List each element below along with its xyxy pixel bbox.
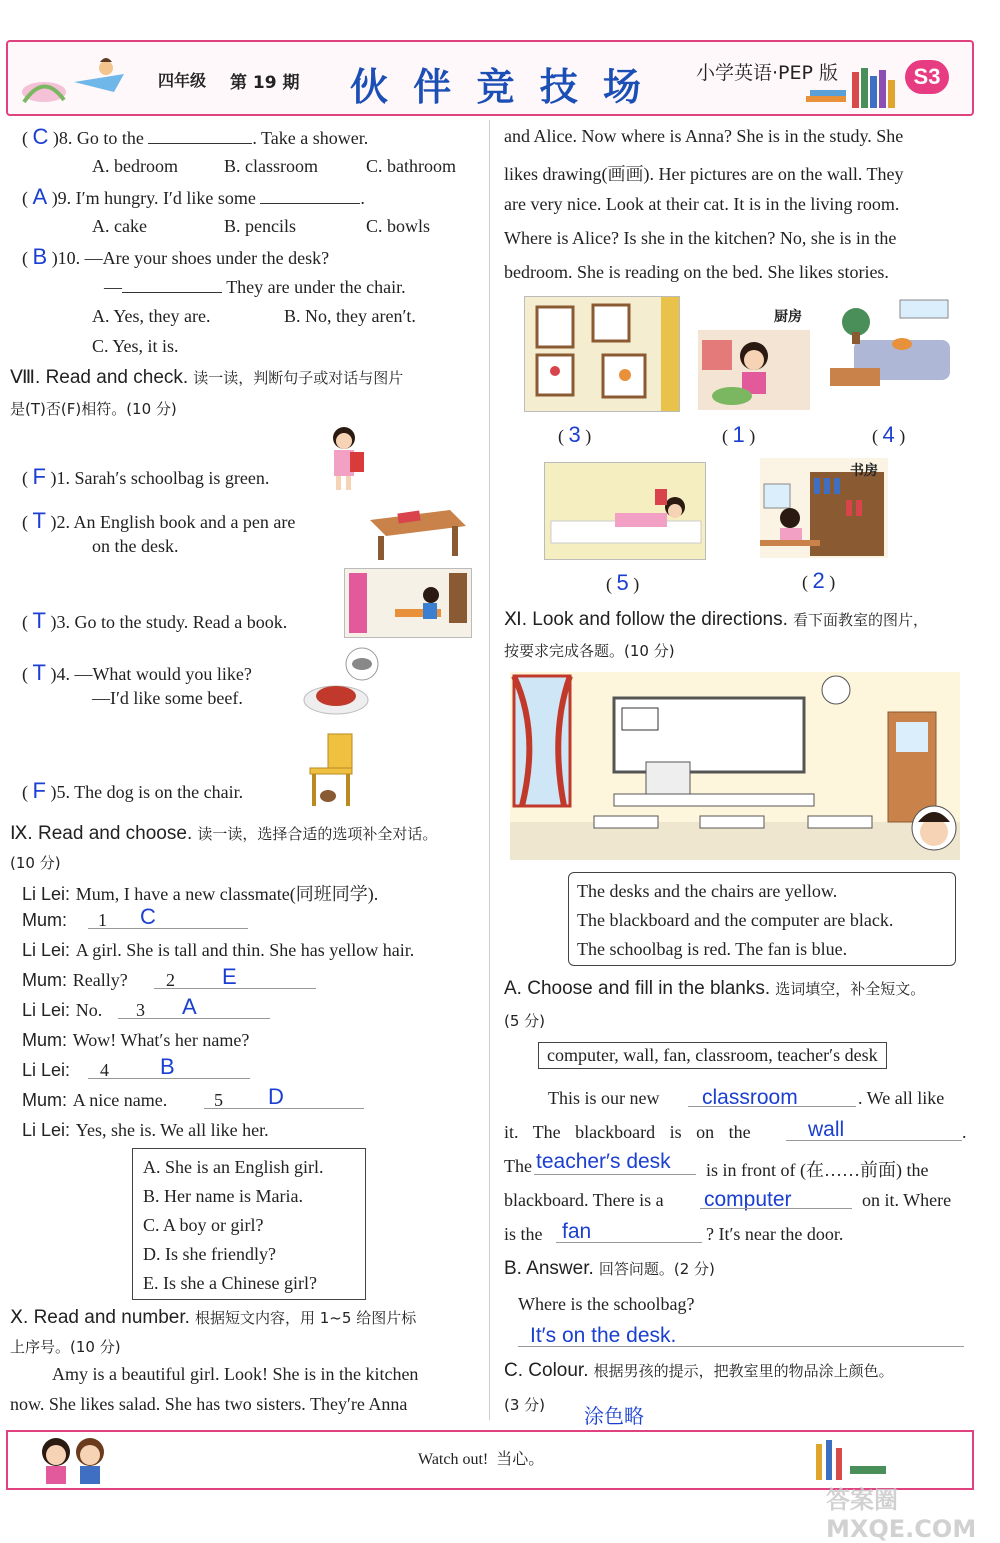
q10-option-a: A. Yes, they are. xyxy=(92,306,211,326)
speaker: Li Lei: xyxy=(22,940,71,960)
story-line-1: Amy is a beautiful girl. Look! She is in the kitchen xyxy=(52,1364,419,1384)
fill-blank-1[interactable] xyxy=(688,1106,856,1107)
check-item-2: ( T )2. An English book and a pen are xyxy=(22,508,296,533)
check-answer-2: T xyxy=(32,508,46,533)
q9-option-a: A. cake xyxy=(92,216,147,236)
beef-steak-icon xyxy=(300,646,390,722)
part-c-answer: 涂色略 xyxy=(584,1404,644,1428)
dialog-line-5 xyxy=(22,1000,102,1021)
wall-pictures-icon xyxy=(525,297,679,411)
speaker: Li Lei: xyxy=(22,1000,71,1020)
dialog-blank-1[interactable] xyxy=(88,928,248,929)
check-text-1: )1. Sarah′s schoolbag is green. xyxy=(50,468,270,488)
fill-line-1a: This is our new xyxy=(548,1088,660,1108)
story-line-5: are very nice. Look at their cat. It is in the living room. xyxy=(504,194,900,214)
section-9-heading xyxy=(10,822,480,845)
option-b: B. Her name is Maria. xyxy=(143,1186,303,1206)
bookshelf-decoration xyxy=(806,66,902,110)
fill-blank-3[interactable] xyxy=(534,1174,696,1175)
q8-option-b: B. classroom xyxy=(224,156,318,176)
chair-with-dog-icon xyxy=(300,730,360,810)
q8-option-a: A. bedroom xyxy=(92,156,178,176)
answer-8: C xyxy=(32,124,49,149)
part-c-heading xyxy=(504,1360,979,1382)
picture-number-3: ( 4 ) xyxy=(872,422,906,447)
part-c-points: (3 分) xyxy=(504,1396,546,1414)
option-d: D. Is she friendly? xyxy=(143,1244,276,1264)
section-8-instruction: 读一读，判断句子或对话与图片 xyxy=(193,369,404,387)
speech-bubble xyxy=(568,872,956,966)
fill-line-5b: ? It′s near the door. xyxy=(706,1224,844,1244)
fill-line-4b: on it. Where xyxy=(862,1190,952,1210)
check-answer-5: F xyxy=(32,778,46,803)
part-a-points: (5 分) xyxy=(504,1012,546,1030)
kitchen-label: 厨房 xyxy=(774,309,802,325)
fill-line-2a: it. The blackboard is on the xyxy=(504,1122,751,1142)
section-10-title: Ⅹ. Read and number. xyxy=(10,1307,190,1328)
q8-stem: )8. Go to the xyxy=(52,128,144,148)
check-answer-1: F xyxy=(32,464,46,489)
footer-kids-illustration xyxy=(36,1434,112,1484)
blank-number-2: 2 xyxy=(166,970,175,990)
part-a-title: A. Choose and fill in the blanks. xyxy=(504,978,771,999)
section-8-heading xyxy=(10,366,480,389)
question-8: ( C )8. Go to the . Take a shower. xyxy=(22,124,369,149)
dialog-line-4 xyxy=(22,970,128,991)
part-b-question: Where is the schoolbag? xyxy=(518,1294,695,1314)
header-decoration xyxy=(14,52,134,108)
watermark: 答案圈 MXQE.COM xyxy=(826,1486,977,1543)
story-line-2: now. She likes salad. She has two sisters. They′re Anna xyxy=(10,1394,408,1414)
picture-pictures-on-wall xyxy=(524,296,680,412)
column-divider xyxy=(489,120,490,1420)
fill-answer-5: fan xyxy=(562,1220,592,1243)
check-answer-4: T xyxy=(32,660,46,685)
check-item-5: ( F )5. The dog is on the chair. xyxy=(22,778,244,803)
fill-answer-3: teacher′s desk xyxy=(536,1150,671,1173)
story-line-3: and Alice. Now where is Anna? She is in the study. She xyxy=(504,126,904,146)
footer-text: Watch out! 当心。 xyxy=(418,1451,545,1468)
check-item-1: ( F )1. Sarah′s schoolbag is green. xyxy=(22,464,270,489)
picture-answer: 3 xyxy=(568,422,581,447)
q10-stem: )10. —Are your shoes under the desk? xyxy=(51,248,330,268)
fill-line-5a: is the xyxy=(504,1224,543,1244)
question-10: ( B )10. —Are your shoes under the desk? xyxy=(22,244,330,269)
kids-on-kite-illustration xyxy=(14,52,134,108)
desk-icon xyxy=(360,500,470,562)
dialog-answer-5: D xyxy=(268,1084,284,1109)
word-bank-box: computer, wall, fan, classroom, teacher′s desk xyxy=(538,1042,887,1069)
speaker: Li Lei: xyxy=(22,1060,71,1080)
fill-line-3a: The xyxy=(504,1156,532,1176)
blank-number-1: 1 xyxy=(98,910,107,930)
q10-option-b: B. No, they aren′t. xyxy=(284,306,416,326)
option-a: A. She is an English girl. xyxy=(143,1157,324,1177)
q10-dash: — xyxy=(104,277,122,297)
q10-tail: They are under the chair. xyxy=(226,277,406,297)
part-b-instruction: 回答问题。(2 分) xyxy=(598,1260,715,1278)
section-8-title: Ⅷ. Read and check. xyxy=(10,367,189,388)
check-text-4: )4. —What would you like? xyxy=(50,664,252,684)
dialog-blank-3[interactable] xyxy=(118,1018,270,1019)
dialog-text: Wow! What′s her name? xyxy=(72,1030,250,1050)
section-10-instruction-2: 上序号。(10 分) xyxy=(10,1338,121,1356)
picture-answer: 2 xyxy=(812,568,825,593)
picture-bedroom xyxy=(544,462,706,560)
section-8-instruction-2: 是(T)否(F)相符。(10 分) xyxy=(10,400,177,418)
part-b-heading xyxy=(504,1258,715,1280)
study-reading-picture xyxy=(344,568,472,638)
girl-reading-in-study-icon xyxy=(345,569,471,637)
check-text-4b: —I′d like some beef. xyxy=(92,688,243,708)
fill-blank-4[interactable] xyxy=(700,1208,852,1209)
fill-line-4a: blackboard. There is a xyxy=(504,1190,664,1210)
living-room-cat-icon xyxy=(830,296,952,406)
blank-number-5: 5 xyxy=(214,1090,223,1110)
dialog-text: Mum, I have a new classmate(同班同学). xyxy=(75,884,379,904)
fill-line-2b: . xyxy=(962,1122,967,1142)
blank-number-3: 3 xyxy=(136,1000,145,1020)
check-item-3: ( T )3. Go to the study. Read a book. xyxy=(22,608,288,633)
speaker: Li Lei: xyxy=(22,884,71,904)
section-9-title: Ⅸ. Read and choose. xyxy=(10,823,193,844)
blank-number-4: 4 xyxy=(100,1060,109,1080)
dialog-text: A girl. She is tall and thin. She has yellow hair. xyxy=(75,940,415,960)
girl-with-schoolbag-icon xyxy=(324,424,370,494)
q8-blank[interactable] xyxy=(148,127,252,144)
part-a-instruction: 选词填空，补全短文。 xyxy=(775,980,926,998)
speaker: Mum: xyxy=(22,970,67,990)
speaker: Mum: xyxy=(22,910,67,930)
picture-number-4: ( 5 ) xyxy=(606,570,640,595)
dialog-blank-4[interactable] xyxy=(88,1078,250,1079)
part-c-title: C. Colour. xyxy=(504,1360,589,1381)
dialog-line-9 xyxy=(22,1120,269,1141)
pencils-books-icon xyxy=(810,1436,890,1482)
story-line-4: likes drawing(画画). Her pictures are on the wall. They xyxy=(504,164,904,184)
fill-answer-2: wall xyxy=(808,1118,845,1141)
q9-option-c: C. bowls xyxy=(366,216,431,236)
check-text-2b: on the desk. xyxy=(92,536,179,556)
option-e: E. Is she a Chinese girl? xyxy=(143,1273,317,1293)
bubble-line-1: The desks and the chairs are yellow. xyxy=(577,881,838,901)
section-9-instruction: 读一读，选择合适的选项补全对话。 xyxy=(197,825,438,843)
part-a-heading xyxy=(504,978,974,1000)
options-box xyxy=(132,1148,366,1300)
fill-answer-4: computer xyxy=(704,1188,792,1211)
dialog-line-6 xyxy=(22,1030,249,1051)
section-11-heading xyxy=(504,608,974,631)
speaker: Mum: xyxy=(22,1030,67,1050)
fill-blank-5[interactable] xyxy=(556,1242,702,1243)
check-text-3: )3. Go to the study. Read a book. xyxy=(50,612,288,632)
page-code-badge: S3 xyxy=(905,60,949,94)
check-item-4: ( T )4. —What would you like? xyxy=(22,660,252,685)
picture-number-5: ( 2 ) xyxy=(802,568,836,593)
dialog-text: A nice name. xyxy=(72,1090,168,1110)
issue-label: 第 19 期 xyxy=(230,73,300,93)
section-10-heading xyxy=(10,1306,485,1329)
answer-9: A xyxy=(32,184,48,209)
dialog-text: Yes, she is. We all like her. xyxy=(75,1120,269,1140)
girl-schoolbag-picture xyxy=(324,424,370,494)
section-10-instruction: 根据短文内容，用 1~5 给图片标 xyxy=(195,1309,417,1327)
chair-dog-picture xyxy=(300,730,360,810)
girl-reading-on-bed-icon xyxy=(545,463,705,559)
dialog-answer-4: B xyxy=(160,1054,175,1079)
fill-answer-1: classroom xyxy=(702,1086,798,1109)
section-11-title: Ⅺ. Look and follow the directions. xyxy=(504,609,788,630)
dialog-answer-3: A xyxy=(182,994,197,1019)
dialog-line-2 xyxy=(22,910,67,931)
q8-tail: . Take a shower. xyxy=(252,128,369,148)
check-text-2: )2. An English book and a pen are xyxy=(50,512,296,532)
part-b-title: B. Answer. xyxy=(504,1258,594,1279)
picture-answer: 5 xyxy=(616,570,629,595)
dialog-line-1 xyxy=(22,880,378,906)
section-11-instruction: 看下面教室的图片， xyxy=(792,611,928,629)
dialog-line-3 xyxy=(22,940,414,961)
study-label: 书房 xyxy=(850,463,878,479)
option-c: C. A boy or girl? xyxy=(143,1215,264,1235)
part-b-answer: It′s on the desk. xyxy=(530,1324,677,1347)
fill-line-3b: is in front of (在……前面) the xyxy=(706,1160,929,1180)
q9-blank[interactable] xyxy=(260,187,360,204)
story-line-7: bedroom. She is reading on the bed. She likes stories. xyxy=(504,262,889,282)
q10-option-c: C. Yes, it is. xyxy=(92,336,179,356)
bubble-line-3: The schoolbag is red. The fan is blue. xyxy=(577,939,848,959)
two-kids-icon xyxy=(36,1434,112,1484)
q9-stem: )9. I′m hungry. I′d like some xyxy=(51,188,256,208)
q10-blank[interactable] xyxy=(122,276,222,293)
edition-label: 小学英语·PEP 版 xyxy=(696,62,838,84)
picture-answer: 1 xyxy=(732,422,745,447)
q9-option-b: B. pencils xyxy=(224,216,296,236)
picture-number-2: ( 1 ) xyxy=(722,422,756,447)
picture-answer: 4 xyxy=(882,422,895,447)
bubble-line-2: The blackboard and the computer are black. xyxy=(577,910,894,930)
question-9: ( A )9. I′m hungry. I′d like some . xyxy=(22,184,365,209)
dialog-answer-1: C xyxy=(140,904,156,929)
section-11-instruction-2: 按要求完成各题。(10 分) xyxy=(504,642,675,660)
fill-line-1b: . We all like xyxy=(858,1088,945,1108)
dialog-text: No. xyxy=(75,1000,103,1020)
books-icon xyxy=(806,66,902,110)
q8-option-c: C. bathroom xyxy=(366,156,456,176)
dialog-text: Really? xyxy=(72,970,128,990)
classroom-picture xyxy=(510,672,960,860)
picture-number-1: ( 3 ) xyxy=(558,422,592,447)
q9-tail: . xyxy=(360,188,365,208)
beef-picture xyxy=(300,646,390,722)
newspaper-title: 伙 伴 竞 技 场 xyxy=(350,65,647,109)
footer-books-decoration xyxy=(810,1436,890,1482)
fill-blank-2[interactable] xyxy=(786,1140,962,1141)
part-c-instruction: 根据男孩的提示，把教室里的物品涂上颜色。 xyxy=(593,1362,894,1380)
desk-with-book-picture xyxy=(360,500,470,562)
picture-living-room xyxy=(830,296,952,406)
check-answer-3: T xyxy=(32,608,46,633)
section-9-instruction-2: (10 分) xyxy=(10,854,61,872)
q10-line2 xyxy=(104,276,406,298)
dialog-line-8 xyxy=(22,1090,167,1111)
classroom-illustration xyxy=(510,672,960,860)
speaker: Li Lei: xyxy=(22,1120,71,1140)
story-line-6: Where is Alice? Is she in the kitchen? No, she is in the xyxy=(504,228,897,248)
grade-label: 四年级 xyxy=(158,71,207,90)
dialog-blank-2[interactable] xyxy=(154,988,316,989)
check-text-5: )5. The dog is on the chair. xyxy=(50,782,244,802)
dialog-answer-2: E xyxy=(222,964,237,989)
part-b-answer-line[interactable] xyxy=(518,1346,964,1347)
answer-10: B xyxy=(32,244,48,269)
dialog-blank-5[interactable] xyxy=(204,1108,364,1109)
dialog-line-7 xyxy=(22,1060,70,1081)
speaker: Mum: xyxy=(22,1090,67,1110)
